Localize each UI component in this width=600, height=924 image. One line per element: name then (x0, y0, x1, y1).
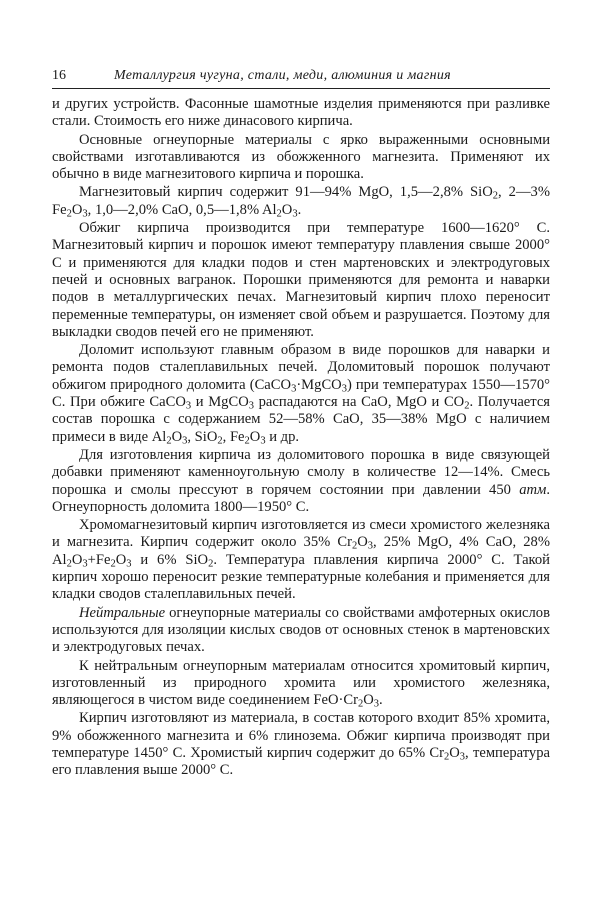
page-number: 16 (52, 68, 66, 83)
paragraph (52, 447, 550, 516)
subscript: 2 (244, 435, 250, 447)
subscript: 2 (464, 400, 470, 412)
paragraph (52, 220, 550, 341)
subscript: 2 (444, 751, 450, 763)
subscript: 2 (166, 435, 172, 447)
text-run: O (71, 201, 83, 218)
subscript: 2 (276, 208, 282, 220)
running-title: Металлургия чугуна, стали, меди, алюминия и магния (114, 68, 451, 83)
text-run: Основные огнеупорные материалы с ярко выраженными основными свойствами изготавливаются из обожженного магнезита. Применяют их обычно в виде магнезитового кирпича и порошка. (52, 131, 550, 183)
page-body (52, 96, 550, 780)
text-run: O (71, 551, 83, 568)
paragraph (52, 96, 550, 131)
paragraph (52, 184, 550, 219)
text-run: распадаются на CaO, MgO и CO (254, 394, 465, 411)
text-run: O (249, 428, 261, 445)
text-run: Хромомагнезитовый кирпич изготовляется из смеси хромистого железняка и магнезита. Кирпич содержит около 35% Cr (52, 517, 550, 551)
subscript: 2 (66, 208, 72, 220)
subscript: 3 (341, 383, 347, 395)
italic-text: Нейтральные (79, 604, 166, 621)
text-run: . Получается состав порошка с содержанием 52—58% CaO, 35—38% MgO с наличием примеси в виде Al (52, 394, 551, 445)
subscript: 3 (248, 400, 255, 412)
subscript: 2 (217, 435, 223, 447)
subscript: 2 (357, 698, 364, 710)
running-header (52, 66, 550, 89)
paragraph (52, 517, 550, 603)
paragraph (52, 605, 550, 657)
text-run: , 25% MgO, 4% CaO, 28% Al (52, 534, 550, 568)
text-run: Обжиг кирпича производится при температуре 1600—1620° С. Магнезитовый кирпич и порошок имеют температуру плавления свыше 2000° С и применяются для кладки подов и стен мартеновских и электродуговых печей и основных вагранок. Порошки применяются для ремонта и наварки подов в металлургических печах. Магнезитовый кирпич плохо переносит переменные температуры, он изменяет свой объем и разрушается. Поэтому для выкладки сводов печей его не применяют. (52, 220, 550, 340)
text-run: Кирпич изготовляют из материала, в состав которого входит 85% хромита, 9% обожженного магнезита и 6% глинозема. Обжиг кирпича производят при температуре 1450° С. Хромистый кирпич содержит до 65% Cr (52, 710, 550, 761)
subscript: 3 (292, 208, 298, 220)
subscript: 3 (373, 698, 380, 710)
paragraph (52, 658, 550, 710)
text-run: +Fe (87, 551, 111, 568)
text-run: . Огнеупорность доломита 1800—1950° С. (52, 481, 550, 515)
subscript: 3 (82, 208, 88, 220)
text-run: O (357, 534, 368, 551)
text-run: O (363, 692, 374, 709)
subscript: 2 (352, 541, 358, 553)
text-run: , SiO (187, 428, 218, 445)
paragraph (52, 132, 550, 184)
subscript: 2 (66, 558, 72, 570)
text-run: O (115, 551, 127, 568)
subscript: 3 (367, 541, 374, 553)
subscript: 2 (492, 191, 498, 203)
subscript: 2 (208, 558, 214, 570)
text-run: . (297, 201, 302, 218)
text-run: К нейтральным огнеупорным материалам относится хромитовый кирпич, изготовленный из природного хромита или хромистого железняка, являющегося в чистом виде соединением FeO·Cr (52, 657, 550, 709)
text-run: , 2—3% Fe (52, 184, 550, 218)
text-run: Доломит используют главным образом в виде порошков для наварки и ремонта подов сталеплавильных печей. Доломитовый порошок получают обжигом природного доломита (CaCO (52, 342, 550, 393)
text-run: O (171, 428, 183, 445)
subscript: 3 (291, 383, 297, 395)
text-run: . (379, 692, 383, 709)
text-run: и 6% SiO (131, 551, 209, 568)
text-run: , Fe (222, 428, 245, 445)
italic-text: атм (519, 481, 547, 498)
text-run: Магнезитовый кирпич содержит 91—94% MgO, 1,5—2,8% SiO (79, 184, 493, 201)
text-run: Для изготовления кирпича из доломитового порошка в виде связующей добавки применяют каменноугольную смолу в количестве 12—14%. Смесь порошка и смолы прессуют в горячем состоянии при давлении 450 (52, 446, 550, 498)
text-run: и MgCO (191, 394, 249, 411)
subscript: 3 (82, 558, 88, 570)
text-run: , температура его плавления выше 2000° С. (52, 744, 550, 779)
subscript: 3 (260, 435, 266, 447)
text-run: и др. (265, 428, 300, 445)
subscript: 3 (126, 558, 132, 570)
text-run: огнеупорные материалы со свойствами амфотерных окислов используются для изоляции кислых сводов от основных стенок в мартеновских и электродуговых печах. (52, 604, 550, 656)
subscript: 3 (185, 400, 192, 412)
subscript: 3 (182, 435, 188, 447)
subscript: 2 (110, 558, 116, 570)
subscript: 3 (459, 751, 466, 763)
text-run: и других устройств. Фасонные шамотные изделия применяются при разливке стали. Стоимость его ниже динасового кирпича. (52, 96, 550, 130)
text-run: ) при температурах 1550—1570° С. При обжиге CaCO (52, 376, 551, 411)
text-run: . Температура плавления кирпича 2000° С. Такой кирпич хорошо переносит резкие температурные колебания и применяется для кладки сводов сталеплавильных печей. (52, 551, 550, 603)
text-run: ·MgCO (296, 376, 342, 393)
text-run: O (281, 201, 293, 218)
text-run: O (449, 744, 460, 761)
text-run: , 1,0—2,0% CaO, 0,5—1,8% Al (87, 201, 277, 218)
paragraph (52, 342, 550, 446)
paragraph (52, 710, 550, 779)
